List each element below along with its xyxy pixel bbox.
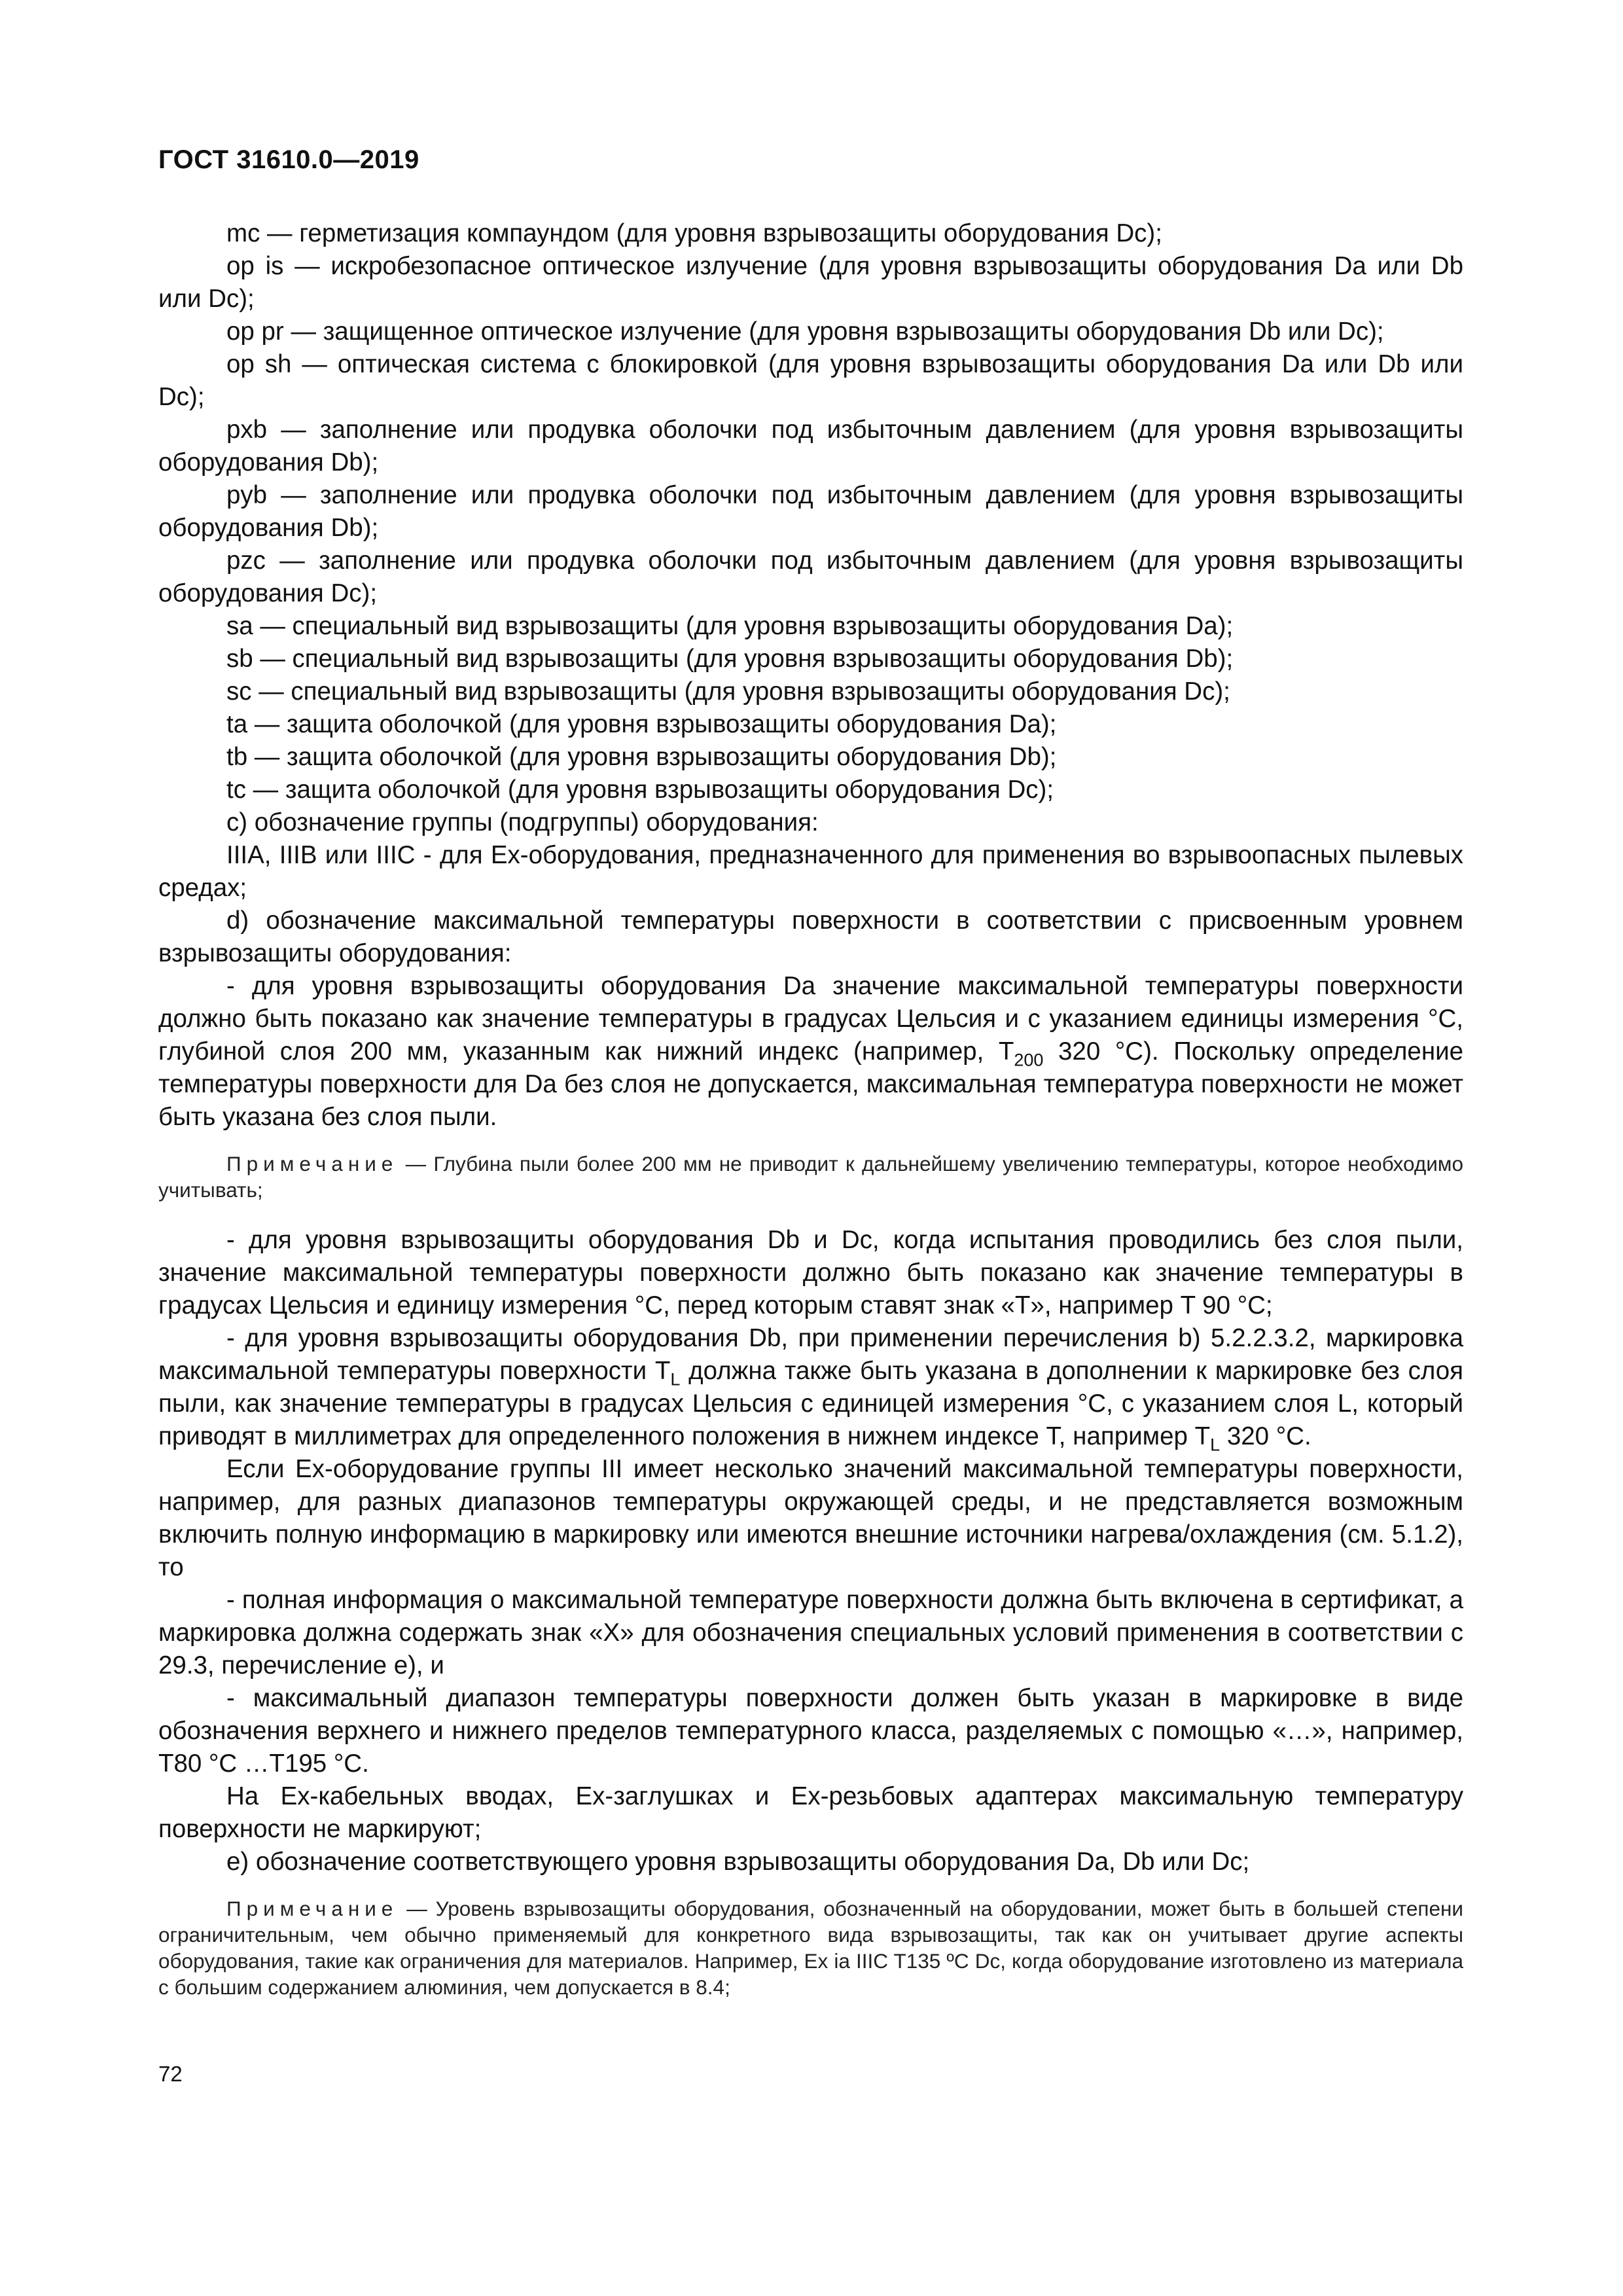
- list-item-d: d) обозначение максимальной температуры поверхности в соответствии с присвоенным уровнем взрывозащиты оборудования:: [158, 906, 1463, 967]
- page-number: 72: [158, 2062, 183, 2086]
- paragraph: - полная информация о максимальной температуре поверхности должна быть включена в сертификат, а маркировка должна содержать знак «X» для обозначения специальных условий применения в соответствии с 29.3, перечисление e), и: [158, 1586, 1463, 1679]
- text-run: должна также быть указана в дополнении к маркировке без слоя пыли, как значение температуры в градусах Цельсия с единицей измерения °C, с указанием слоя L, который приводят в миллиметрах для определенного положения в нижнем индексе T, например T: [158, 1357, 1463, 1450]
- list-item-e: e) обозначение соответствующего уровня взрывозащиты оборудования Da, Db или Dc;: [226, 1848, 1250, 1876]
- note-label: Примечание: [226, 1152, 399, 1175]
- paragraph-db-temperature: [158, 1322, 1463, 1453]
- paragraph-da-temperature: [158, 970, 1463, 1134]
- text-run: 320 °C). Поскольку определение температуры поверхности для Da без слоя не допускается, максимальная температура поверхности не может быть указана без слоя пыли.: [158, 1037, 1463, 1131]
- paragraph: mc — герметизация компаундом (для уровня взрывозащиты оборудования Dc);: [226, 219, 1162, 247]
- paragraph: sb — специальный вид взрывозащиты (для уровня взрывозащиты оборудования Db);: [226, 645, 1234, 673]
- text-run: 320 °C.: [1220, 1422, 1311, 1450]
- standard-header: ГОСТ 31610.0—2019: [158, 145, 419, 174]
- paragraph: IIIA, IIIB или IIIC - для Ex-оборудования, предназначенного для применения во взрывоопасных пылевых средах;: [158, 841, 1463, 902]
- paragraph: op sh — оптическая система с блокировкой (для уровня взрывозащиты оборудования Da или Db или Dc);: [158, 350, 1463, 411]
- note: [158, 1895, 1463, 2000]
- paragraph: sc — специальный вид взрывозащиты (для уровня взрывозащиты оборудования Dc);: [226, 677, 1230, 706]
- paragraph: pzc — заполнение или продувка оболочки под избыточным давлением (для уровня взрывозащиты оборудования Dc);: [158, 547, 1463, 607]
- paragraph: op pr — защищенное оптическое излучение (для уровня взрывозащиты оборудования Db или Dc);: [226, 317, 1384, 346]
- subscript: 200: [1014, 1050, 1044, 1070]
- paragraph: tb — защита оболочкой (для уровня взрывозащиты оборудования Db);: [226, 743, 1057, 771]
- paragraph: На Ex-кабельных вводах, Ex-заглушках и Ex-резьбовых адаптерах максимальную температуру поверхности не маркируют;: [158, 1782, 1463, 1843]
- paragraph: ta — защита оболочкой (для уровня взрывозащиты оборудования Da);: [226, 710, 1057, 738]
- subscript: L: [1210, 1435, 1221, 1455]
- note-label: Примечание: [226, 1897, 399, 1920]
- subscript: L: [670, 1369, 681, 1390]
- paragraph: tc — защита оболочкой (для уровня взрывозащиты оборудования Dc);: [226, 776, 1054, 804]
- document-body: [158, 217, 1463, 2021]
- paragraph: pxb — заполнение или продувка оболочки под избыточным давлением (для уровня взрывозащиты оборудования Db);: [158, 416, 1463, 476]
- text-run: - для уровня взрывозащиты оборудования Db, при применении перечисления b) 5.2.2.3.2, маркировка максимальной температуры поверхности T: [158, 1324, 1463, 1385]
- note-text: — Глубина пыли более 200 мм не приводит к дальнейшему увеличению температуры, которое необходимо учитывать;: [158, 1152, 1463, 1202]
- paragraph: op is — искробезопасное оптическое излучение (для уровня взрывозащиты оборудования Da или Db или Dc);: [158, 252, 1463, 313]
- paragraph: Если Ex-оборудование группы III имеет несколько значений максимальной температуры поверхности, например, для разных диапазонов температуры окружающей среды, и не представляется возможным включить полную информацию в маркировку или имеются внешние источники нагрева/охлаждения (см. 5.1.2), то: [158, 1455, 1463, 1581]
- paragraph: sa — специальный вид взрывозащиты (для уровня взрывозащиты оборудования Da);: [226, 612, 1234, 640]
- list-item-c: c) обозначение группы (подгруппы) оборудования:: [226, 808, 819, 836]
- paragraph: - для уровня взрывозащиты оборудования Db и Dc, когда испытания проводились без слоя пыли, значение максимальной температуры поверхности должно быть показано как значение температуры в градусах Цельсия и единицу измерения °C, перед которым ставят знак «T», например T 90 °C;: [158, 1226, 1463, 1319]
- paragraph: pyb — заполнение или продувка оболочки под избыточным давлением (для уровня взрывозащиты оборудования Db);: [158, 481, 1463, 542]
- note-text: — Уровень взрывозащиты оборудования, обозначенный на оборудовании, может быть в большей степени ограничительным, чем обычно применяемый для конкретного вида взрывозащиты, так как он учитывает другие аспекты оборудования, такие как ограничения для материалов. Например, Ex ia IIIC T135 ºC Dc, когда оборудование изготовлено из материала с большим содержанием алюминия, чем допускается в 8.4;: [158, 1897, 1463, 1999]
- note: [158, 1151, 1463, 1203]
- paragraph: - максимальный диапазон температуры поверхности должен быть указан в маркировке в виде обозначения верхнего и нижнего пределов температурного класса, разделяемых с помощью «…», например, T80 °C …T195 °C.: [158, 1684, 1463, 1778]
- text-run: - для уровня взрывозащиты оборудования Da значение максимальной температуры поверхности должно быть показано как значение температуры в градусах Цельсия и с указанием единицы измерения °C, глубиной слоя 200 мм, указанным как нижний индекс (например, T: [158, 972, 1463, 1066]
